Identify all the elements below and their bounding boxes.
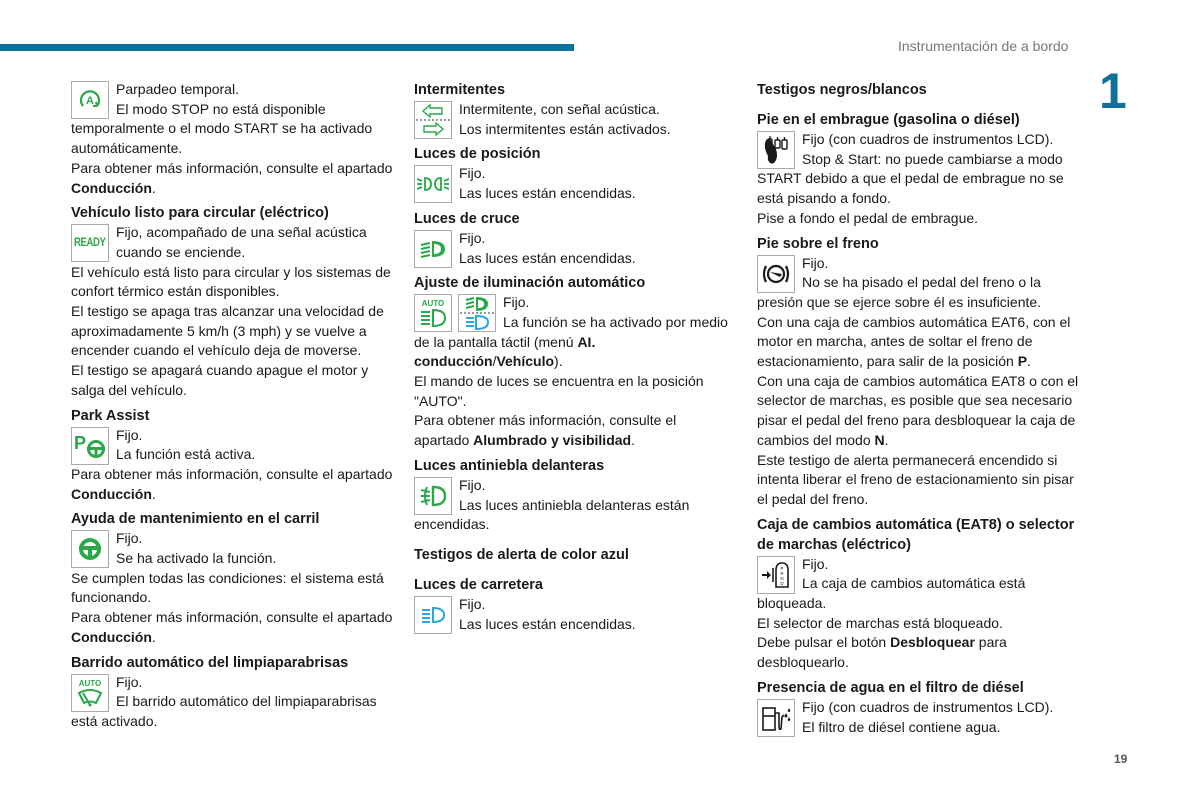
column-3 bbox=[757, 80, 1087, 737]
text: Fijo. bbox=[116, 673, 143, 690]
svg-text:AUTO: AUTO bbox=[78, 678, 102, 688]
text: Fijo. bbox=[459, 165, 486, 182]
icon-group bbox=[414, 294, 496, 332]
heading-blue-warnings: Testigos de alerta de color azul bbox=[414, 546, 629, 563]
text: Con una caja de cambios automática EAT6, con el motor en marcha, antes de soltar el freno de estacionamiento, para salir de la posición P. bbox=[757, 313, 1071, 370]
text: Las luces están encendidas. bbox=[459, 185, 636, 202]
dipped-beam-icon bbox=[414, 230, 452, 268]
text: Las luces están encendidas. bbox=[459, 249, 636, 266]
text: Stop & Start: no puede cambiarse a modo START debido a que el pedal de embrague no se está pisando a fondo. bbox=[757, 150, 1064, 207]
entry-dipped bbox=[414, 229, 734, 268]
text: temporalmente o el modo START se ha activado automáticamente. bbox=[71, 120, 373, 157]
page-number: 19 bbox=[1114, 752, 1128, 766]
text: Fijo. bbox=[459, 476, 486, 493]
reference-link: Conducción bbox=[71, 628, 152, 645]
text: La función se ha activado por medio de la pantalla táctil (menú AI. conducción/Vehículo). bbox=[414, 313, 728, 370]
entry-gearbox bbox=[757, 555, 1087, 673]
entry-wiper bbox=[71, 673, 401, 732]
reference-link: Conducción bbox=[71, 179, 152, 196]
high-beam-icon bbox=[414, 596, 452, 634]
svg-text:N: N bbox=[780, 575, 784, 581]
gear-selector-locked-icon bbox=[757, 556, 795, 594]
text: Este testigo de alerta permanecerá encendido si intenta liberar el freno de estacionamiento sin pisar el pedal del freno. bbox=[757, 451, 1074, 507]
text: La función está activa. bbox=[116, 446, 256, 463]
more-info: Para obtener más información, consulte el apartado Conducción. bbox=[71, 465, 393, 502]
text: Fijo. bbox=[459, 595, 486, 612]
heading-lane-keep: Ayuda de mantenimiento en el carril bbox=[71, 511, 320, 528]
text: Fijo. bbox=[802, 254, 829, 271]
text: Pise a fondo el pedal de embrague. bbox=[757, 209, 979, 226]
heading-park-assist: Park Assist bbox=[71, 407, 150, 424]
text: Las luces están encendidas. bbox=[459, 615, 636, 632]
text: Fijo. bbox=[459, 229, 486, 246]
ready-icon: READY bbox=[71, 224, 109, 262]
text: Intermitente, con señal acústica. bbox=[459, 101, 660, 117]
reference-link: Conducción bbox=[71, 485, 152, 502]
text: Se ha activado la función. bbox=[116, 550, 277, 567]
text: Se cumplen todas las condiciones: el sistema está funcionando. bbox=[71, 569, 384, 606]
text: Fijo (con cuadros de instrumentos LCD). bbox=[802, 131, 1054, 147]
entry-ready bbox=[71, 223, 401, 400]
svg-text:AUTO: AUTO bbox=[421, 299, 445, 309]
svg-text:D: D bbox=[780, 580, 784, 586]
text: Debe pulsar el botón Desbloquear para desbloquearlo. bbox=[757, 634, 1007, 671]
entry-auto-lighting bbox=[414, 293, 734, 451]
text: El selector de marchas está bloqueado. bbox=[757, 614, 1003, 631]
entry-indicators bbox=[414, 100, 734, 139]
heading-fog: Luces antiniebla delanteras bbox=[414, 457, 605, 474]
park-assist-icon bbox=[71, 427, 109, 465]
section-title: Instrumentación de a bordo bbox=[898, 38, 1069, 54]
more-info: Para obtener más información, consulte el apartado Alumbrado y visibilidad. bbox=[414, 412, 677, 449]
steering-wheel-icon bbox=[71, 530, 109, 568]
dipped-high-beam-icon bbox=[458, 294, 496, 332]
heading-position: Luces de posición bbox=[414, 146, 541, 163]
more-info: Para obtener más información, consulte el apartado Conducción. bbox=[71, 609, 393, 645]
text: El testigo se apagará cuando apague el motor y salga del vehículo. bbox=[71, 362, 369, 398]
position-lights-icon bbox=[414, 165, 452, 203]
heading-water-diesel: Presencia de agua en el filtro de diésel bbox=[757, 679, 1024, 696]
foot-on-clutch-icon bbox=[757, 131, 795, 169]
heading-ready: Vehículo listo para circular (eléctrico) bbox=[71, 205, 329, 222]
column-2 bbox=[414, 80, 734, 634]
text: El vehículo está listo para circular y los sistemas de confort térmico están disponibles. bbox=[71, 263, 391, 300]
front-fog-lights-icon bbox=[414, 477, 452, 515]
text: El filtro de diésel contiene agua. bbox=[802, 718, 1001, 735]
auto-wiper-icon bbox=[71, 674, 109, 712]
header-accent-bar bbox=[0, 44, 574, 51]
heading-indicators: Intermitentes bbox=[414, 82, 506, 98]
entry-park-assist bbox=[71, 426, 401, 505]
text: Los intermitentes están activados. bbox=[459, 120, 671, 137]
entry-high-beam bbox=[414, 595, 734, 634]
text: Fijo. bbox=[116, 426, 143, 443]
text: La caja de cambios automática está bloqueada. bbox=[757, 575, 1026, 612]
text: No se ha pisado el pedal del freno o la presión que se ejerce sobre él es insuficiente. bbox=[757, 274, 1042, 310]
chapter-number: 1 bbox=[1099, 63, 1127, 119]
foot-on-brake-icon bbox=[757, 255, 795, 293]
reference-link: Alumbrado y visibilidad bbox=[473, 432, 632, 449]
heading-high-beam: Luces de carretera bbox=[414, 576, 543, 593]
text: Fijo. bbox=[802, 555, 829, 572]
unlock-button-reference: Desbloquear bbox=[890, 634, 975, 651]
text: Fijo (con cuadros de instrumentos LCD). bbox=[802, 698, 1054, 715]
entry-position bbox=[414, 164, 734, 203]
entry-lane-keep bbox=[71, 529, 401, 647]
text: Fijo. bbox=[116, 530, 143, 547]
text: Las luces antiniebla delanteras están encendidas. bbox=[414, 496, 690, 533]
text: Fijo. bbox=[503, 294, 530, 311]
svg-text:A: A bbox=[86, 95, 94, 107]
text: El barrido automático del limpiaparabrisas está activado. bbox=[71, 693, 377, 729]
heading-wiper: Barrido automático del limpiaparabrisas bbox=[71, 654, 349, 671]
heading-dipped: Luces de cruce bbox=[414, 210, 520, 227]
text: Con una caja de cambios automática EAT8 o con el selector de marchas, es posible que sea necesario pisar el pedal del freno para desbloquear la caja de cambios del modo N. bbox=[757, 372, 1079, 448]
more-info: Para obtener más información, consulte el apartado Conducción. bbox=[71, 159, 393, 196]
entry-stop-start bbox=[71, 80, 401, 198]
text: Parpadeo temporal. bbox=[116, 81, 239, 97]
entry-water-diesel bbox=[757, 698, 1087, 737]
text: El testigo se apaga tras alcanzar una velocidad de aproximadamente 5 km/h (3 mph) y se vuelve a encender cuando el vehículo deja de moverse. bbox=[71, 303, 384, 359]
svg-text:P: P bbox=[74, 432, 87, 453]
svg-text:P: P bbox=[780, 565, 784, 571]
svg-text:R: R bbox=[780, 570, 784, 576]
stop-start-auto-icon bbox=[71, 81, 109, 119]
column-1 bbox=[71, 80, 401, 732]
heading-clutch: Pie en el embrague (gasolina o diésel) bbox=[757, 112, 1020, 128]
auto-headlamp-icon bbox=[414, 294, 452, 332]
text: El mando de luces se encuentra en la posición "AUTO". bbox=[414, 373, 704, 409]
text: Fijo, acompañado de una señal acústica cuando se enciende. bbox=[116, 224, 367, 260]
heading-gearbox: Caja de cambios automática (EAT8) o selector de marchas (eléctrico) bbox=[757, 516, 1075, 553]
entry-brake bbox=[757, 254, 1087, 510]
text: El modo STOP no está disponible bbox=[116, 100, 326, 117]
entry-fog bbox=[414, 476, 734, 535]
heading-brake: Pie sobre el freno bbox=[757, 235, 879, 252]
heading-auto-lighting: Ajuste de iluminación automático bbox=[414, 275, 646, 292]
water-in-diesel-icon bbox=[757, 699, 795, 737]
heading-bw-warnings: Testigos negros/blancos bbox=[757, 82, 927, 98]
turn-signal-arrows-icon bbox=[414, 101, 452, 139]
entry-clutch bbox=[757, 130, 1087, 229]
